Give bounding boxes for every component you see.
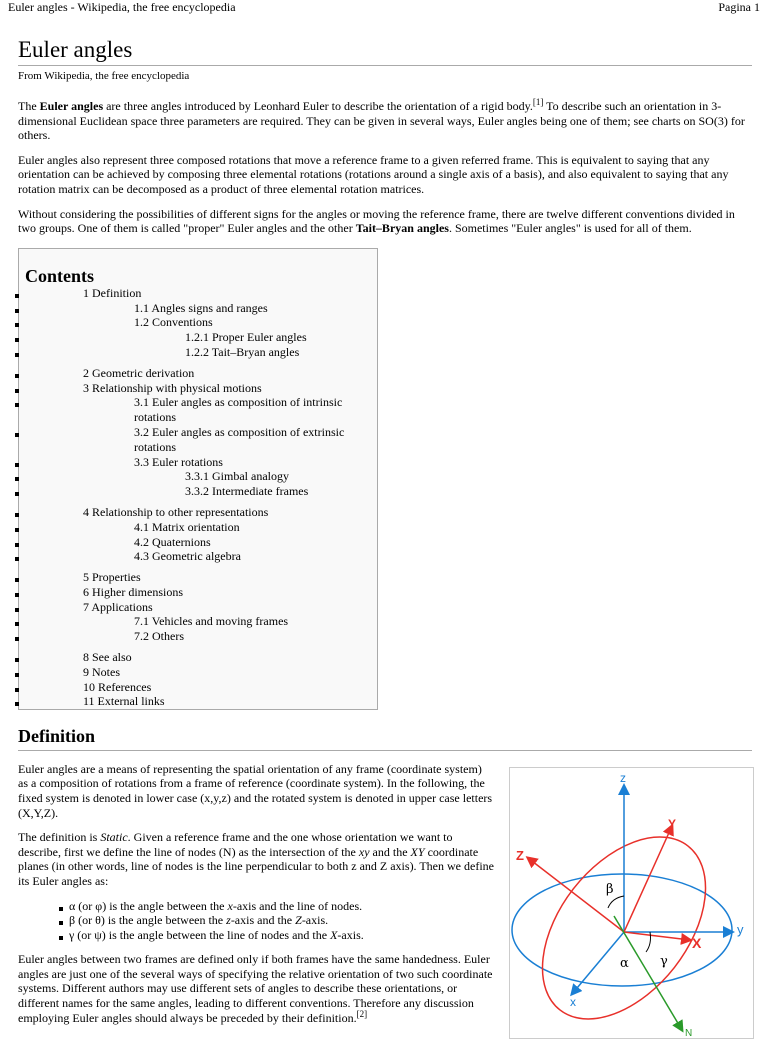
axis-name: x (227, 898, 233, 913)
euler-angles-figure[interactable] (509, 767, 754, 1039)
label-z: z (620, 771, 626, 785)
page-title: Euler angles (18, 37, 752, 66)
definition-paragraph-1: Euler angles are a means of representing the spatial orientation of any frame (coordinate system) as a composition of rotations from a frame of reference (coordinate system). In the following, the fixed system is denoted in lower case (x,y,z) and the rotated system is denoted in upper case letters (X,Y,Z). (18, 761, 493, 820)
toc-list (25, 286, 377, 710)
list-item (18, 899, 494, 914)
axis-name: X (330, 927, 338, 942)
def-text: . Given a reference frame and the one whose orientation we want to describe, first we define the line of nodes (N) as the intersection of the (18, 830, 453, 859)
toc-item[interactable]: 5 Properties (25, 570, 377, 585)
definition-paragraph-3 (18, 952, 494, 1025)
axis-name: Z (295, 913, 302, 928)
label-X: X (692, 935, 702, 951)
intro-paragraph-1 (18, 99, 752, 143)
Y-axis (624, 826, 672, 932)
intro-text: To describe such an orientation in 3-dimensional Euclidean space three parameters are required. They can be given in several ways, Euler angles being one of them; see charts on SO(3) for others. (18, 99, 745, 143)
toc-item[interactable]: 1.1 Angles signs and ranges (25, 301, 377, 316)
toc-item[interactable]: 3.3.2 Intermediate frames (25, 484, 377, 499)
bullet-text: -axis. (301, 913, 329, 928)
toc-item[interactable]: 7 Applications (25, 600, 377, 615)
toc-item[interactable]: 4 Relationship to other representations (25, 505, 377, 520)
toc-item[interactable]: 1.2 Conventions (25, 315, 377, 330)
label-N: N (685, 1028, 693, 1038)
citation-link[interactable]: [1] (532, 97, 544, 107)
label-gamma: γ (660, 954, 668, 969)
beta-arc (608, 896, 624, 908)
bullet-text: β (or θ) is the angle between the (69, 913, 227, 928)
X-axis (624, 932, 690, 940)
toc-item[interactable]: 7.2 Others (25, 629, 377, 644)
section-heading-definition: Definition (18, 726, 752, 751)
toc-item[interactable]: 9 Notes (25, 665, 377, 680)
toc-item[interactable]: 1 Definition (25, 286, 377, 301)
toc-item[interactable]: 10 References (25, 680, 377, 695)
toc-item[interactable]: 1.2.2 Tait–Bryan angles (25, 345, 377, 360)
label-beta: β (606, 882, 614, 897)
list-item (18, 928, 494, 943)
euler-angles-diagram (510, 768, 753, 1038)
citation-link[interactable]: [2] (356, 1008, 368, 1019)
toc-title: Contents (25, 265, 95, 286)
definition-text (18, 762, 494, 1026)
intro-term: Tait–Bryan angles (355, 221, 449, 236)
bullet-text: -axis and the line of nodes. (232, 898, 363, 913)
toc-item[interactable]: 8 See also (25, 650, 377, 665)
intro-paragraph-2: Euler angles also represent three composed rotations that move a reference frame to a given referred frame. This is equivalent to saying that any orientation can be achieved by composing three elemental rotations (rotations around a single axis of a basis), and also equivalent to saying that any rotation matrix can be decomposed as a product of three elemental rotation matrices. (18, 152, 729, 196)
toc-item[interactable]: 11 External links (25, 694, 377, 709)
list-item (18, 913, 494, 928)
print-header (0, 0, 768, 16)
bullet-text: -axis and the (230, 913, 296, 928)
intro-text: . Sometimes "Euler angles" is used for all of them. (448, 221, 692, 236)
bullet-text: α (or φ) is the angle between the (69, 898, 228, 913)
toc-item[interactable]: 4.3 Geometric algebra (25, 549, 377, 564)
label-x: x (570, 995, 576, 1009)
toc-item[interactable]: 2 Geometric derivation (25, 366, 377, 381)
intro-paragraph-3 (18, 207, 752, 236)
toc-item[interactable]: 3.3.1 Gimbal analogy (25, 469, 377, 484)
toc-item[interactable]: 4.2 Quaternions (25, 535, 377, 550)
toc-item[interactable]: 3.3 Euler rotations (25, 455, 377, 470)
toc-item[interactable]: 6 Higher dimensions (25, 585, 377, 600)
page-subtitle: From Wikipedia, the free encyclopedia (18, 70, 190, 82)
toc-item[interactable]: 3.1 Euler angles as composition of intrinsic rotations (25, 395, 377, 425)
def-text: coordinate planes (in other words, line of nodes is the line perpendicular to both z and Z axis). Then we define its Euler angles as: (18, 844, 494, 888)
print-header-page: Pagina 1 (718, 0, 760, 14)
def-text: Euler angles between two frames are defined only if both frames have the same handedness. Euler angles are just one of the several ways of specifying the relative orientation of two such coordinate systems. Different authors may use different sets of angles to describe these orientations, or different names for the same angles, leading to different conventions. Therefore any discussion employing Euler angles should always be preceded by their definition. (18, 952, 493, 1025)
intro-text: are three angles introduced by Leonhard Euler to describe the orientation of a rigid body. (103, 99, 533, 113)
angle-definitions-list (18, 899, 494, 943)
toc-item[interactable]: 3.2 Euler angles as composition of extrinsic rotations (25, 425, 377, 455)
label-Y: Y (668, 817, 677, 831)
axis-name: z (226, 913, 231, 928)
def-term: XY (410, 844, 425, 859)
label-Z: Z (516, 848, 524, 863)
label-y: y (737, 922, 744, 937)
def-term: Static (100, 830, 128, 845)
bullet-text: γ (or ψ) is the angle between the line of nodes and the (69, 927, 331, 942)
line-of-nodes (614, 916, 682, 1030)
intro-text: The (18, 99, 40, 113)
bullet-text: -axis. (337, 927, 364, 942)
def-text: The definition is (18, 830, 101, 845)
toc-item[interactable]: 3 Relationship with physical motions (25, 381, 377, 396)
table-of-contents (18, 248, 378, 710)
intro-term: Euler angles (39, 99, 104, 113)
toc-item[interactable]: 4.1 Matrix orientation (25, 520, 377, 535)
definition-paragraph-2 (18, 830, 494, 888)
intro-text: Without considering the possibilities of different signs for the angles or moving the reference frame, there are twelve different conventions divided in two groups. One of them is called "proper" Euler angles and the other (18, 206, 735, 236)
toc-item[interactable]: 1.2.1 Proper Euler angles (25, 330, 377, 345)
def-text: and the (369, 844, 411, 859)
label-alpha: α (620, 956, 629, 971)
def-term: xy (358, 844, 370, 859)
toc-item[interactable]: 7.1 Vehicles and moving frames (25, 614, 377, 629)
print-header-title: Euler angles - Wikipedia, the free encyclopedia (8, 0, 236, 14)
